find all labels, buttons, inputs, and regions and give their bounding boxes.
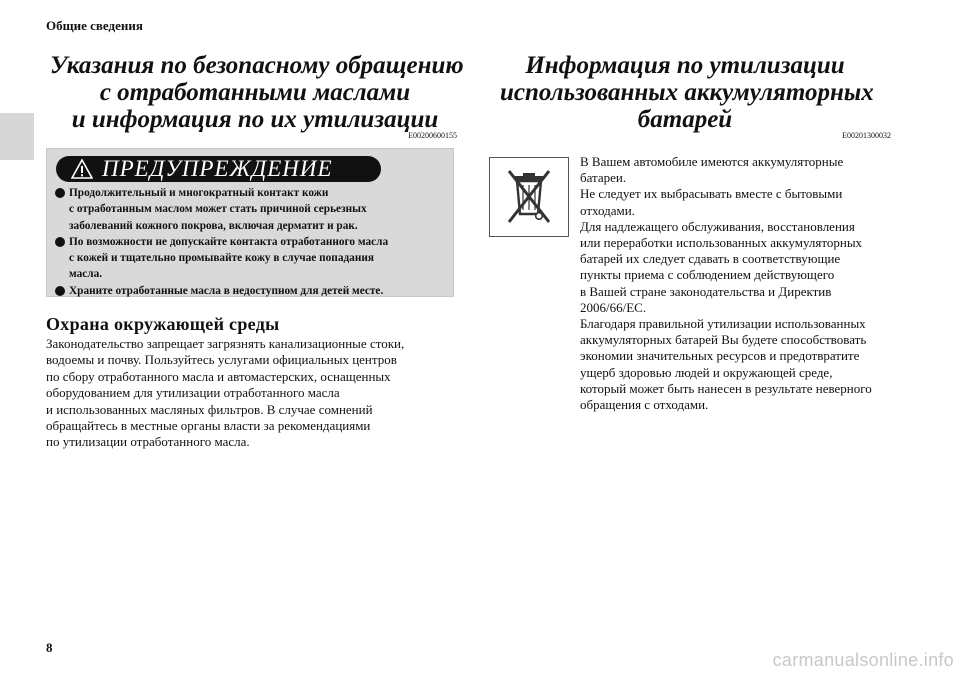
battery-section-code: E00201300032 [842, 131, 891, 140]
body-line: обращения с отходами. [580, 397, 709, 413]
environment-body [46, 336, 456, 451]
bullet-icon [55, 237, 65, 247]
body-line: ущерб здоровью людей и окружающей среде, [580, 364, 833, 380]
warning-label: ПРЕДУПРЕЖДЕНИЕ [102, 156, 333, 181]
title-line: Указания по безопасному обращению [50, 52, 464, 79]
environment-heading: Охрана окружающей среды [46, 314, 280, 334]
title-line: использованных аккумуляторных [500, 79, 874, 106]
body-line: или переработки использованных аккумуляторных [580, 235, 863, 251]
warning-banner [56, 156, 381, 182]
warning-box [46, 148, 454, 297]
bullet-icon [55, 286, 65, 296]
body-line: по сбору отработанного масла и автомастерских, оснащенных [46, 368, 391, 384]
title-line: с отработанными маслами [99, 79, 411, 106]
bullet-icon [55, 188, 65, 198]
warning-line: с кожей и тщательно промывайте кожу в случае попадания [69, 252, 374, 265]
body-line: батареи. [580, 170, 627, 186]
warning-triangle-icon [70, 158, 94, 180]
battery-disposal-title [500, 52, 874, 133]
crossed-out-wheelie-bin-icon [489, 157, 569, 237]
body-line: отходами. [580, 202, 635, 218]
battery-disposal-body [580, 154, 910, 413]
title-line: и информация по их утилизации [71, 106, 439, 133]
title-line: батарей [637, 106, 733, 133]
body-line: батарей их следует сдавать в соответствующие [580, 251, 841, 267]
watermark-text: carmanualsonline.info [772, 650, 954, 670]
body-line: Для надлежащего обслуживания, восстановления [580, 218, 855, 234]
body-line: пункты приема с соблюдением действующего [580, 267, 835, 283]
body-line: Благодаря правильной утилизации использованных [580, 316, 866, 332]
body-line: экономии значительных ресурсов и предотвратите [580, 348, 860, 364]
page-number: 8 [46, 640, 53, 655]
body-line: водоемы и почву. Пользуйтесь услугами официальных центров [46, 352, 397, 368]
warning-item [55, 283, 447, 299]
body-line: в Вашей стране законодательства и Директив [580, 283, 832, 299]
body-line: аккумуляторных батарей Вы будете способствовать [580, 332, 867, 348]
body-line: и использованных масляных фильтров. В случае сомнений [46, 401, 373, 417]
body-line: который может быть нанесен в результате неверного [580, 380, 872, 396]
warning-list [55, 185, 447, 299]
warning-item [55, 234, 447, 283]
body-line: В Вашем автомобиле имеются аккумуляторные [580, 154, 844, 169]
header-section-title: Общие сведения [46, 18, 143, 33]
body-line: обращайтесь в местные органы власти за рекомендациями [46, 418, 371, 434]
warning-line: По возможности не допускайте контакта отработанного масла [69, 235, 389, 248]
oil-safety-title [50, 52, 464, 133]
body-line: 2006/66/ЕС. [580, 299, 647, 315]
warning-line: Продолжительный и многократный контакт кожи [69, 187, 329, 199]
warning-line: с отработанным маслом может стать причиной серьезных [69, 203, 367, 216]
oil-section-code: E00200600155 [408, 131, 457, 140]
title-line: Информация по утилизации [525, 52, 845, 79]
body-line: Не следует их выбрасывать вместе с бытовыми [580, 186, 843, 202]
body-line: Законодательство запрещает загрязнять канализационные стоки, [46, 336, 405, 351]
warning-line: Храните отработанные масла в недоступном для детей месте. [69, 284, 384, 297]
section-tab-marker [0, 113, 34, 160]
warning-line: заболеваний кожного покрова, включая дерматит и рак. [69, 219, 358, 232]
warning-line: масла. [69, 268, 103, 281]
body-line: оборудованием для утилизации отработанного масла [46, 385, 340, 401]
body-line: по утилизации отработанного масла. [46, 434, 250, 450]
warning-item [55, 185, 447, 234]
